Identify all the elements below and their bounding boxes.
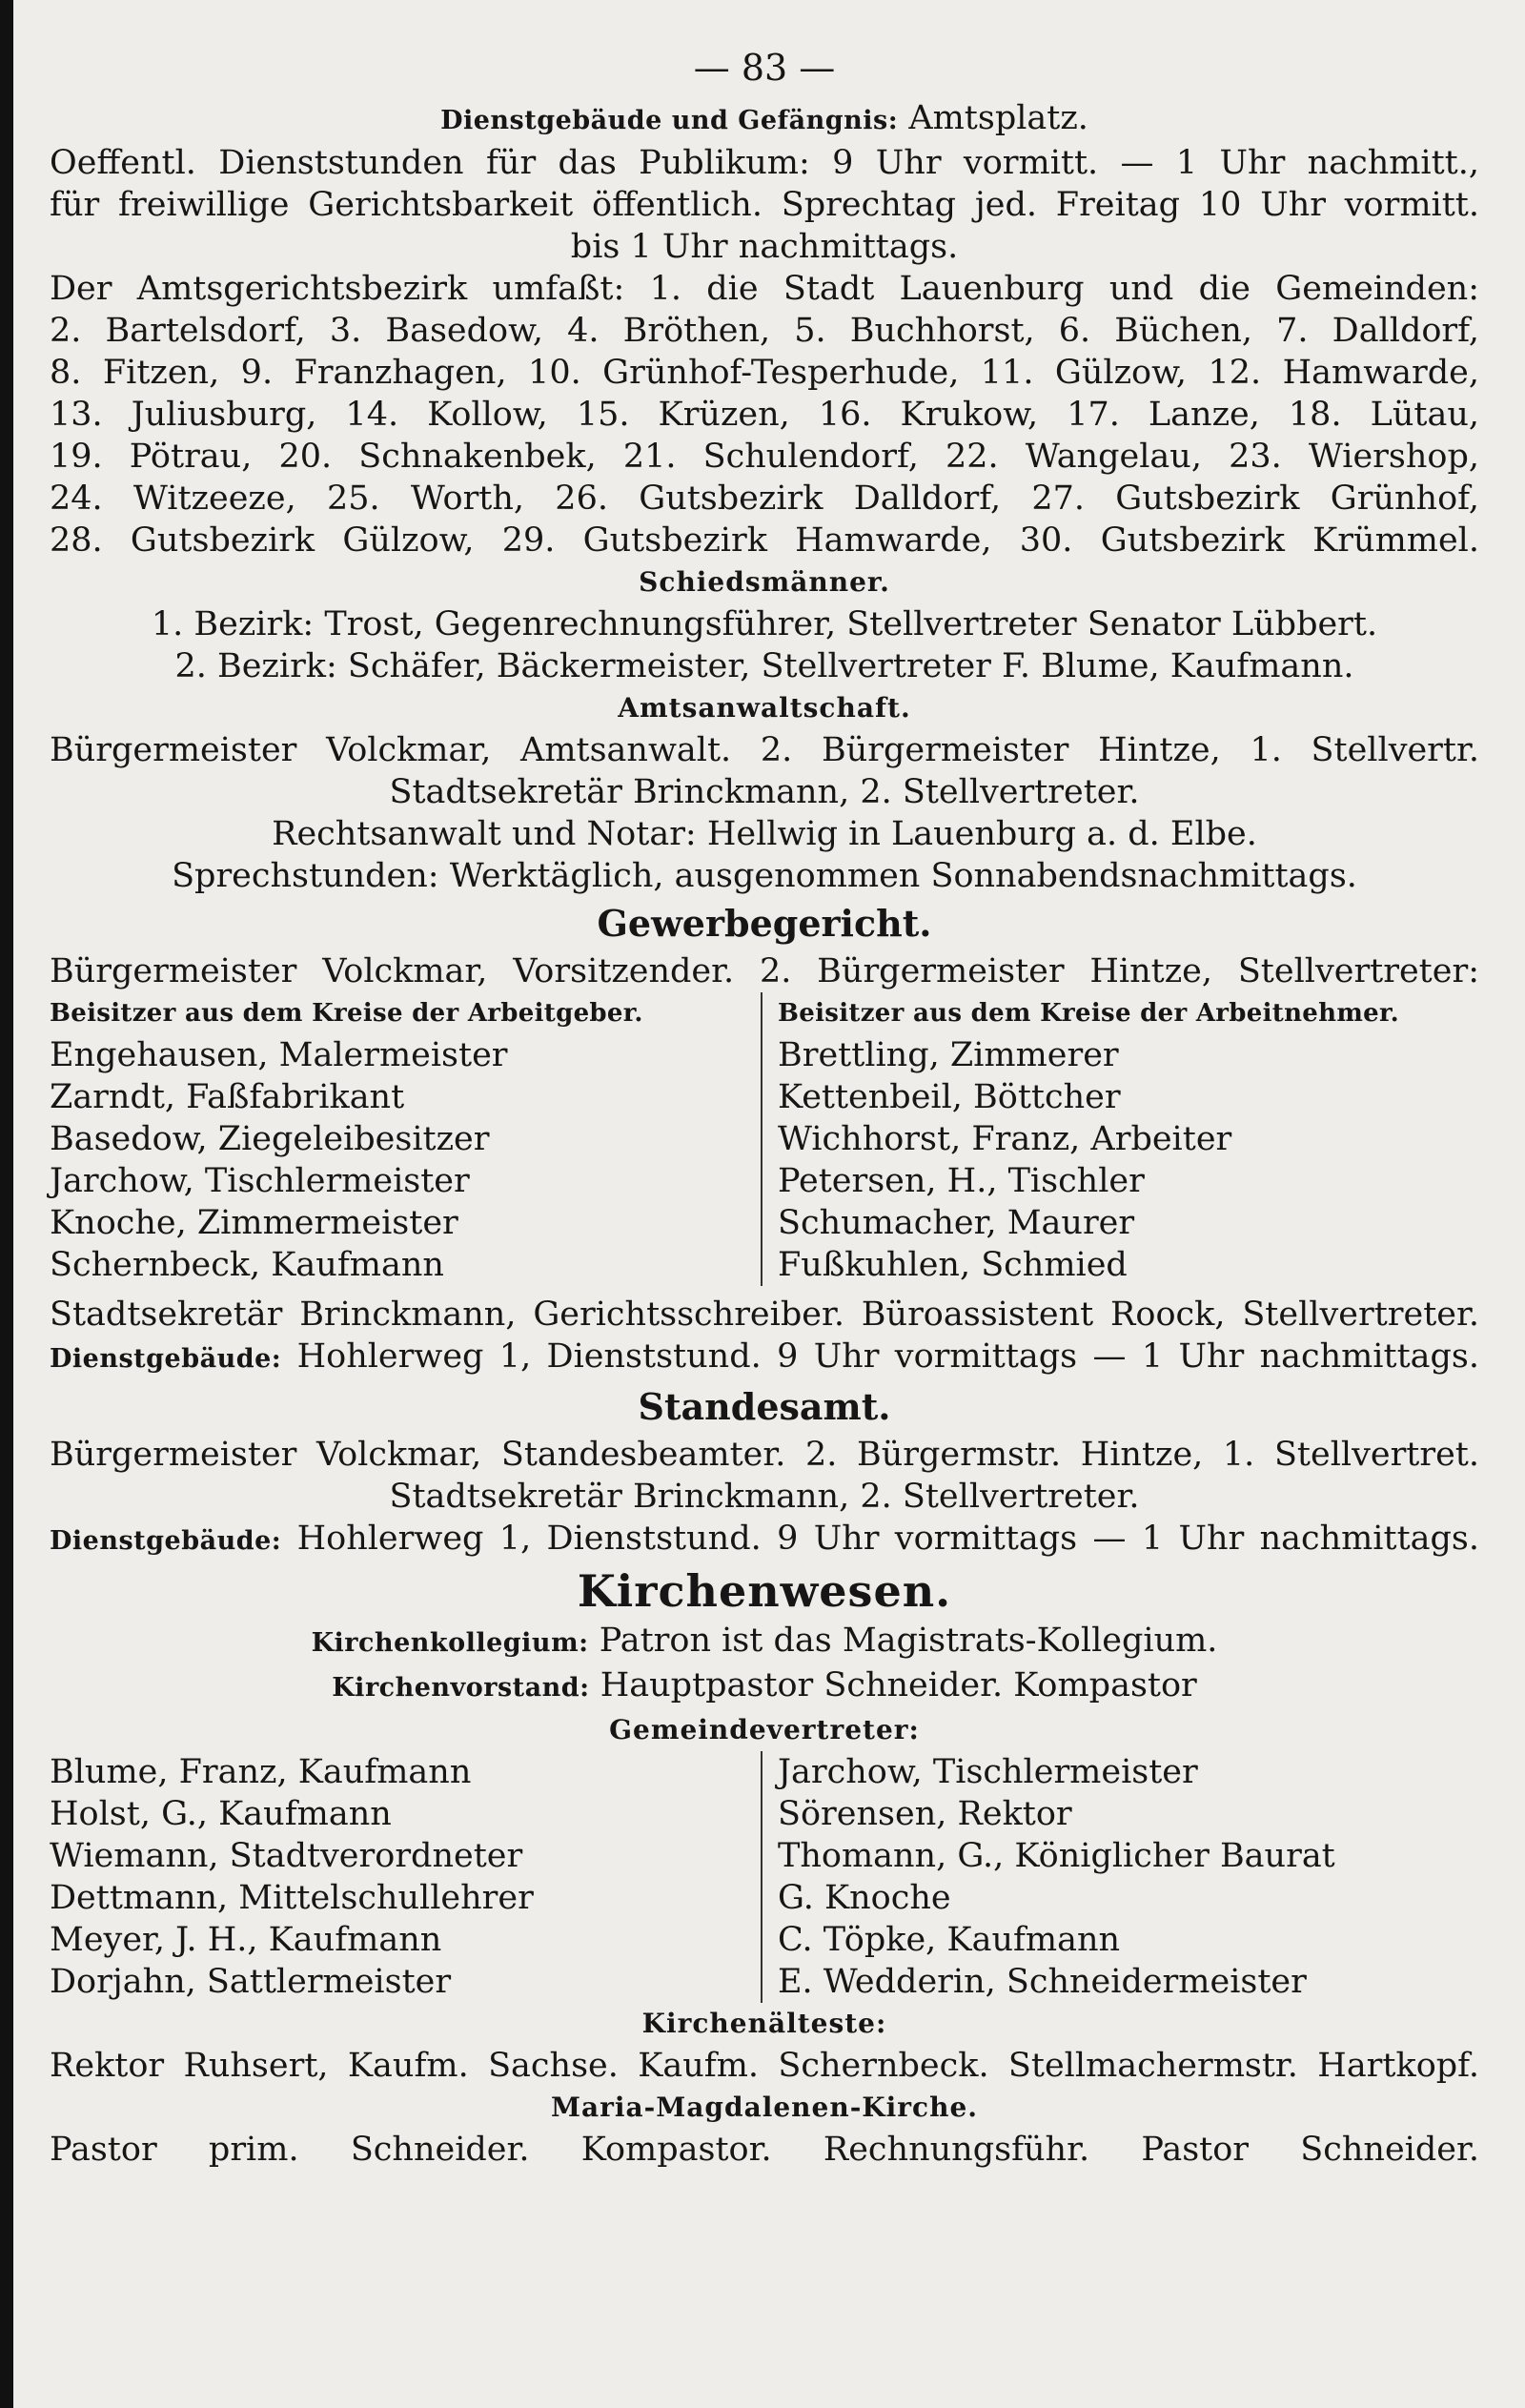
list-item: Engehausen, Malermeister xyxy=(50,1036,508,1074)
list-item: Wichhorst, Franz, Arbeiter xyxy=(778,1120,1232,1158)
maria-magdalenen-heading: Maria-Magdalenen-Kirche. xyxy=(550,2092,979,2123)
church-board-line xyxy=(50,1664,1479,1709)
registry-office-building-label: Dienstgebäude: xyxy=(50,1526,282,1556)
court-district-line-6: 24. Witzeeze, 25. Worth, 26. Gutsbezirk Dalldorf, 27. Gutsbezirk Grünhof, xyxy=(50,480,1479,518)
list-item: Holst, G., Kaufmann xyxy=(50,1795,392,1833)
church-college-label: Kirchenkollegium: xyxy=(311,1628,589,1658)
employee-assessors-column xyxy=(762,992,1479,1286)
court-hours-line-3: bis 1 Uhr nachmittags. xyxy=(570,228,959,266)
list-item: Brettling, Zimmerer xyxy=(778,1036,1119,1074)
registry-office-building-value: Hohlerweg 1, Dienststund. 9 Uhr vormittags — 1 Uhr nachmittags. xyxy=(281,1520,1479,1558)
trade-court-building-line xyxy=(50,1336,1479,1380)
arbitrators-line-2: 2. Bezirk: Schäfer, Bäckermeister, Stellvertreter F. Blume, Kaufmann. xyxy=(174,647,1354,685)
document-page xyxy=(50,38,1479,2171)
list-item: Jarchow, Tischlermeister xyxy=(50,1162,470,1200)
parish-representatives xyxy=(50,1751,1479,2003)
court-building-value: Amtsplatz. xyxy=(898,99,1088,137)
arbitrators-heading: Schiedsmänner. xyxy=(639,566,890,598)
prosecution-line-4: Sprechstunden: Werktäglich, ausgenommen Sonnabendsnachmittags. xyxy=(172,857,1357,895)
church-college-value: Patron ist das Magistrats-Kollegium. xyxy=(588,1622,1218,1660)
page-binding-edge xyxy=(0,0,13,2408)
arbitrators-line-1: 1. Bezirk: Trost, Gegenrechnungsführer, Stellvertreter Senator Lübbert. xyxy=(151,605,1378,643)
list-item: Zarndt, Faßfabrikant xyxy=(50,1078,405,1116)
church-board-label: Kirchenvorstand: xyxy=(332,1673,590,1703)
registry-office-heading: Standesamt. xyxy=(638,1385,891,1428)
trade-court-chair: Bürgermeister Volckmar, Vorsitzender. 2. Bürgermeister Hintze, Stellvertreter: xyxy=(50,952,1479,990)
list-item: Basedow, Ziegeleibesitzer xyxy=(50,1120,490,1158)
court-district-line-4: 13. Juliusburg, 14. Kollow, 15. Krüzen, 16. Krukow, 17. Lanze, 18. Lütau, xyxy=(50,396,1479,434)
court-hours-line-2: für freiwillige Gerichtsbarkeit öffentlich. Sprechtag jed. Freitag 10 Uhr vormitt. xyxy=(50,186,1479,224)
court-hours-line-1: Oeffentl. Dienststunden für das Publikum: 9 Uhr vormitt. — 1 Uhr nachmitt., xyxy=(50,144,1479,182)
list-item: Kettenbeil, Böttcher xyxy=(778,1078,1121,1116)
court-building-label: Dienstgebäude und Gefängnis: xyxy=(440,106,899,135)
court-district-line-5: 19. Pötrau, 20. Schnakenbek, 21. Schulendorf, 22. Wangelau, 23. Wiershop, xyxy=(50,438,1479,476)
list-item: Blume, Franz, Kaufmann xyxy=(50,1753,472,1791)
list-item: Knoche, Zimmermeister xyxy=(50,1204,458,1242)
list-item: Petersen, H., Tischler xyxy=(778,1162,1145,1200)
list-item: Dettmann, Mittelschullehrer xyxy=(50,1879,534,1917)
trade-court-clerk: Stadtsekretär Brinckmann, Gerichtsschreiber. Büroassistent Roock, Stellvertreter. xyxy=(50,1296,1479,1334)
registry-office-building-line xyxy=(50,1518,1479,1562)
maria-magdalenen-line: Pastor prim. Schneider. Kompastor. Rechnungsführ. Pastor Schneider. xyxy=(50,2131,1479,2169)
trade-court-building-value: Hohlerweg 1, Dienststund. 9 Uhr vormittags — 1 Uhr nachmittags. xyxy=(281,1337,1479,1376)
church-elders-line: Rektor Ruhsert, Kaufm. Sachse. Kaufm. Schernbeck. Stellmachermstr. Hartkopf. xyxy=(50,2047,1479,2085)
list-item: E. Wedderin, Schneidermeister xyxy=(778,1963,1307,2001)
list-item: Thomann, G., Königlicher Baurat xyxy=(778,1837,1335,1875)
trade-court-heading: Gewerbegericht. xyxy=(597,902,932,945)
list-item: Meyer, J. H., Kaufmann xyxy=(50,1921,442,1959)
trade-court-building-label: Dienstgebäude: xyxy=(50,1344,282,1374)
court-district-line-2: 2. Bartelsdorf, 3. Basedow, 4. Bröthen, 5. Buchhorst, 6. Büchen, 7. Dalldorf, xyxy=(50,312,1479,350)
trade-court-assessors xyxy=(50,992,1479,1286)
list-item: Fußkuhlen, Schmied xyxy=(778,1246,1128,1284)
prosecution-line-3: Rechtsanwalt und Notar: Hellwig in Lauenburg a. d. Elbe. xyxy=(272,815,1257,853)
employer-assessors-column xyxy=(50,992,762,1286)
list-item: Schumacher, Maurer xyxy=(778,1204,1135,1242)
registry-office-line-2: Stadtsekretär Brinckmann, 2. Stellvertreter. xyxy=(389,1478,1140,1516)
court-district-line-1: Der Amtsgerichtsbezirk umfaßt: 1. die Stadt Lauenburg und die Gemeinden: xyxy=(50,270,1479,308)
church-college-line xyxy=(50,1620,1479,1664)
parish-representatives-left xyxy=(50,1751,762,2003)
court-district-line-7: 28. Gutsbezirk Gülzow, 29. Gutsbezirk Hamwarde, 30. Gutsbezirk Krümmel. xyxy=(50,521,1479,560)
list-item: Dorjahn, Sattlermeister xyxy=(50,1963,452,2001)
prosecution-line-1: Bürgermeister Volckmar, Amtsanwalt. 2. Bürgermeister Hintze, 1. Stellvertr. xyxy=(50,731,1479,769)
list-item: Wiemann, Stadtverordneter xyxy=(50,1837,523,1875)
page-number: — 83 — xyxy=(693,47,836,89)
registry-office-line-1: Bürgermeister Volckmar, Standesbeamter. 2. Bürgermstr. Hintze, 1. Stellvertret. xyxy=(50,1436,1479,1474)
list-item: Schernbeck, Kaufmann xyxy=(50,1246,444,1284)
employee-assessors-heading: Beisitzer aus dem Kreise der Arbeitnehmer. xyxy=(778,999,1399,1028)
employer-assessors-heading: Beisitzer aus dem Kreise der Arbeitgeber. xyxy=(50,999,643,1028)
church-elders-heading: Kirchenälteste: xyxy=(641,2008,887,2039)
list-item: Sörensen, Rektor xyxy=(778,1795,1072,1833)
parish-representatives-heading: Gemeindevertreter: xyxy=(609,1714,920,1745)
list-item: Jarchow, Tischlermeister xyxy=(778,1753,1198,1791)
church-board-value: Hauptpastor Schneider. Kompastor xyxy=(589,1666,1197,1704)
parish-representatives-right xyxy=(762,1751,1479,2003)
list-item: C. Töpke, Kaufmann xyxy=(778,1921,1121,1959)
court-district-line-3: 8. Fitzen, 9. Franzhagen, 10. Grünhof-Tesperhude, 11. Gülzow, 12. Hamwarde, xyxy=(50,354,1479,392)
prosecution-line-2: Stadtsekretär Brinckmann, 2. Stellvertreter. xyxy=(389,773,1140,811)
church-affairs-heading: Kirchenwesen. xyxy=(577,1565,952,1617)
court-building-line xyxy=(50,97,1479,142)
list-item: G. Knoche xyxy=(778,1879,951,1917)
prosecution-heading: Amtsanwaltschaft. xyxy=(618,692,911,724)
